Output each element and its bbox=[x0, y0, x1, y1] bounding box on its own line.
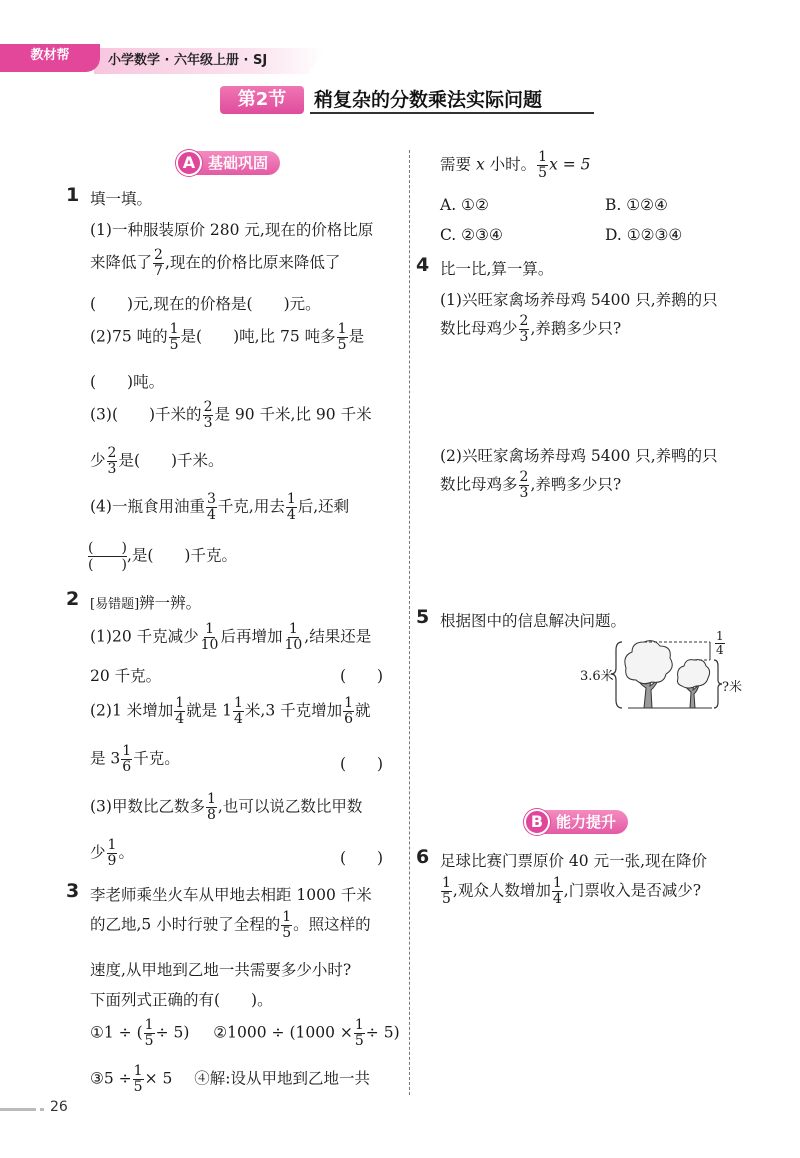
q4-p2-line1: (2)兴旺家禽场养母鸡 5400 只,养鸭的只 bbox=[440, 447, 718, 465]
q4-number: 4 bbox=[416, 254, 430, 276]
fraction-3-4: $\frac{3}{4}$ bbox=[206, 491, 216, 523]
q3-continuation: 需要 x 小时。 $\frac{1}{5}$ x = 5 bbox=[440, 149, 591, 181]
q5-number: 5 bbox=[416, 606, 430, 628]
fraction-1-4: $\frac{1}{4}$ bbox=[286, 491, 296, 523]
fraction-2-3: $\frac{2}{3}$ bbox=[107, 445, 117, 477]
q3-line3: 速度,从甲地到乙地一共需要多少小时? bbox=[90, 961, 352, 979]
choice-c[interactable]: C. ②③④ bbox=[440, 226, 503, 244]
tree-height-label: 3.6米 bbox=[580, 669, 614, 684]
q2-s3-line1: (3)甲数比乙数多 $\frac{1}{8}$ ,也可以说乙数比甲数 bbox=[90, 791, 363, 823]
fraction-2-7: $\frac{2}{7}$ bbox=[154, 247, 163, 279]
fraction-1-10: $\frac{1}{10}$ bbox=[200, 621, 219, 653]
q1-number: 1 bbox=[66, 184, 80, 206]
q2-s1-line1: (1)20 千克减少 $\frac{1}{10}$ 后再增加 $\frac{1}{10}$ ,结果还是 bbox=[90, 621, 372, 653]
q2-s2-line1: (2)1 米增加 $\frac{1}{4}$ 就是 1 $\frac{1}{4}$ 米,3 千克增加 $\frac{1}{6}$ 就 bbox=[90, 695, 371, 727]
q2-s2-line2: 是 3 $\frac{1}{6}$ 千克。 bbox=[90, 743, 180, 775]
q3-line4: 下面列式正确的有( )。 bbox=[90, 991, 273, 1009]
q5-title: 根据图中的信息解决问题。 bbox=[440, 612, 627, 630]
q1-p1-line1: (1)一种服装原价 280 元,现在的价格比原 bbox=[90, 221, 374, 239]
error-prone-tag: [易错题] bbox=[90, 597, 140, 612]
fraction-1-5: $\frac{1}{5}$ bbox=[442, 875, 451, 907]
q3-options-line1: ①1 ÷ ( $\frac{1}{5}$ ÷ 5) ②1000 ÷ (1000 × $\frac{1}{5}$ ÷ 5) bbox=[90, 1017, 400, 1049]
q4-p2-line2: 数比母鸡多 $\frac{2}{3}$ ,养鸭多少只? bbox=[440, 469, 622, 501]
q3-number: 3 bbox=[66, 880, 80, 902]
choice-a[interactable]: A. ①② bbox=[440, 196, 489, 214]
q4-title: 比一比,算一算。 bbox=[440, 260, 554, 278]
book-subject: 小学数学 · 六年级上册 · SJ bbox=[108, 53, 268, 68]
fraction-1-5: $\frac{1}{5}$ bbox=[169, 321, 179, 353]
fraction-1-4: $\frac{1}{4}$ bbox=[552, 875, 562, 907]
blank-fraction: ( ) ( ) bbox=[88, 540, 127, 573]
level-a-badge bbox=[176, 150, 280, 176]
q6-line2: $\frac{1}{5}$ ,观众人数增加 $\frac{1}{4}$ ,门票收入是否减少? bbox=[442, 875, 702, 907]
q1-p2-line2: ( )吨。 bbox=[90, 373, 165, 391]
q1-p4-line1: (4)一瓶食用油重 $\frac{3}{4}$ 千克,用去 $\frac{1}{4}$ 后,还剩 bbox=[90, 491, 350, 523]
q2-s1-line2: 20 千克。 bbox=[90, 667, 162, 685]
fraction-1-5: $\frac{1}{5}$ bbox=[144, 1017, 154, 1049]
q3-line1: 李老师乘坐火车从甲地去相距 1000 千米 bbox=[90, 886, 372, 904]
page-number-dot bbox=[40, 1108, 44, 1111]
fraction-2-3: $\frac{2}{3}$ bbox=[203, 399, 213, 431]
fraction-1-5: $\frac{1}{5}$ bbox=[354, 1017, 364, 1049]
q4-p1-line2: 数比母鸡少 $\frac{2}{3}$ ,养鹅多少只? bbox=[440, 313, 622, 345]
q3-options-line2: ③5 ÷ $\frac{1}{5}$ × 5 ④解:设从甲地到乙地一共 bbox=[90, 1063, 370, 1095]
q1-title: 填一填。 bbox=[90, 190, 153, 208]
section-underline bbox=[310, 112, 594, 114]
q2-s1-answer-paren[interactable]: ( ) bbox=[340, 667, 384, 685]
q2-s3-line2: 少 $\frac{1}{9}$ 。 bbox=[90, 837, 134, 869]
level-b-badge bbox=[524, 809, 628, 835]
trees-figure bbox=[578, 629, 748, 714]
fraction-1-4: $\frac{1}{4}$ bbox=[233, 695, 243, 727]
q6-number: 6 bbox=[416, 846, 430, 868]
q2-s3-answer-paren[interactable]: ( ) bbox=[340, 849, 384, 867]
fraction-2-3: $\frac{2}{3}$ bbox=[519, 469, 529, 501]
q1-p3-line1: (3)( )千米的 $\frac{2}{3}$ 是 90 千米,比 90 千米 bbox=[90, 399, 372, 431]
q2-title-line: [易错题]辨一辨。 bbox=[90, 594, 202, 612]
choice-d[interactable]: D. ①②③④ bbox=[605, 226, 683, 244]
level-a-text: 基础巩固 bbox=[196, 151, 280, 175]
q1-p1-line2: 来降低了 $\frac{2}{7}$ ,现在的价格比原来降低了 bbox=[90, 247, 341, 279]
level-a-letter: A bbox=[176, 150, 202, 176]
q6-line1: 足球比赛门票原价 40 元一张,现在降价 bbox=[440, 852, 708, 870]
q3-line2: 的乙地,5 小时行驶了全程的 $\frac{1}{5}$ 。照这样的 bbox=[90, 909, 371, 941]
choice-b[interactable]: B. ①②④ bbox=[605, 196, 668, 214]
column-divider bbox=[409, 150, 410, 1095]
section-badge: 第2节 bbox=[220, 86, 304, 114]
fraction-1-4: $\frac{1}{4}$ bbox=[716, 629, 724, 657]
q1-p1-line3: ( )元,现在的价格是( )元。 bbox=[90, 295, 321, 313]
level-b-text: 能力提升 bbox=[544, 810, 628, 834]
q1-p3-line2: 少 $\frac{2}{3}$ 是( )千米。 bbox=[90, 445, 224, 477]
page-number: 26 bbox=[50, 1099, 68, 1115]
fraction-1-5: $\frac{1}{5}$ bbox=[133, 1063, 143, 1095]
q2-s2-answer-paren[interactable]: ( ) bbox=[340, 755, 384, 773]
fraction-1-5: $\frac{1}{5}$ bbox=[538, 149, 548, 181]
page-number-bar bbox=[0, 1108, 36, 1111]
fraction-1-6: $\frac{1}{6}$ bbox=[344, 695, 354, 727]
fraction-1-9: $\frac{1}{9}$ bbox=[107, 837, 117, 869]
fraction-1-5: $\frac{1}{5}$ bbox=[337, 321, 347, 353]
fraction-1-10: $\frac{1}{10}$ bbox=[284, 621, 303, 653]
q2-number: 2 bbox=[66, 588, 80, 610]
section-title: 稍复杂的分数乘法实际问题 bbox=[314, 89, 543, 111]
brand-tag: 教材帮 bbox=[0, 44, 100, 72]
unknown-height-label: ?米 bbox=[722, 680, 742, 695]
q1-p2-line1: (2)75 吨的 $\frac{1}{5}$ 是( )吨,比 75 吨多 $\frac{1}{5}$ 是 bbox=[90, 321, 365, 353]
fraction-1-4: $\frac{1}{4}$ bbox=[175, 695, 185, 727]
fraction-1-6: $\frac{1}{6}$ bbox=[122, 743, 132, 775]
fraction-2-3: $\frac{2}{3}$ bbox=[519, 313, 529, 345]
level-b-letter: B bbox=[524, 809, 550, 835]
fraction-1-5: $\frac{1}{5}$ bbox=[282, 909, 292, 941]
q4-p1-line1: (1)兴旺家禽场养母鸡 5400 只,养鹅的只 bbox=[440, 291, 718, 309]
fraction-1-8: $\frac{1}{8}$ bbox=[206, 791, 216, 823]
q1-p4-line2: ( ) ( ) ,是( )千克。 bbox=[88, 540, 237, 573]
